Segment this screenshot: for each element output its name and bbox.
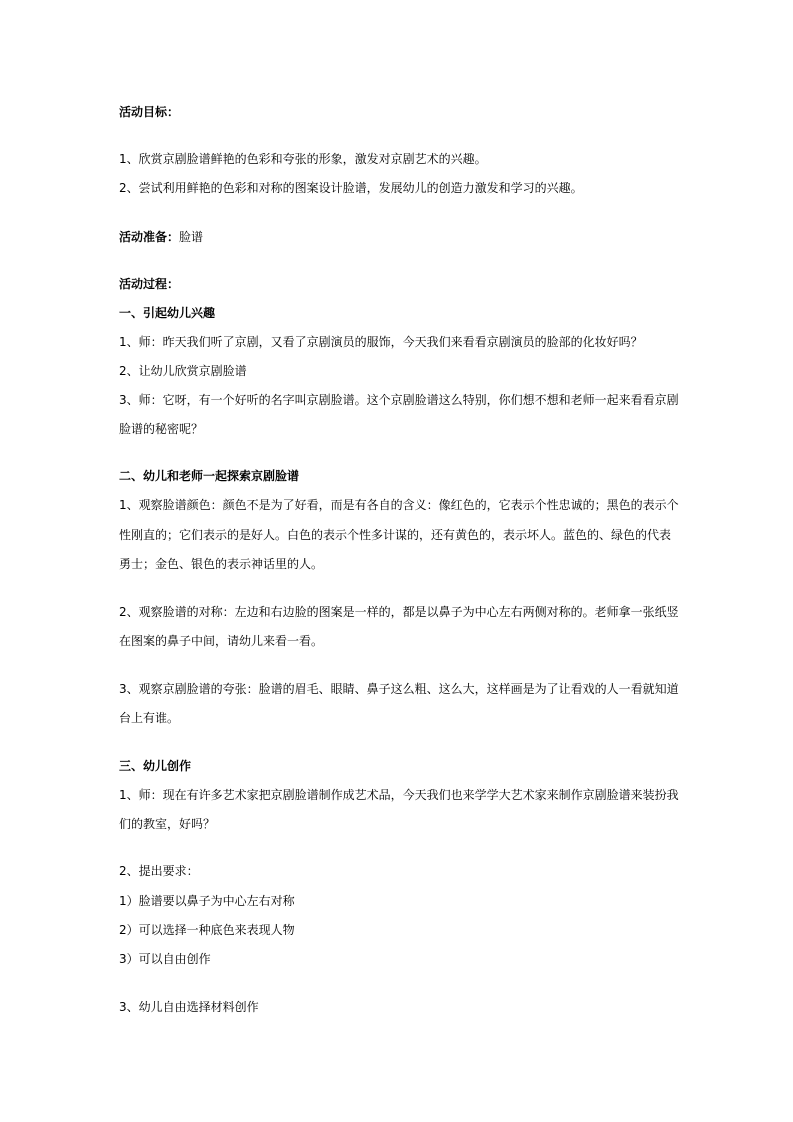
prep-line xyxy=(119,230,203,244)
section-2-para-3-line-1: 3、观察京剧脸谱的夸张：脸谱的眉毛、眼睛、鼻子这么粗、这么大，这样画是为了让看戏的人一看就知道 xyxy=(119,682,679,696)
section-1-para-3-line-1: 3、师：它呀，有一个好听的名字叫京剧脸谱。这个京剧脸谱这么特别，你们想不想和老师一起来看看京剧 xyxy=(119,393,679,407)
section-2-para-2-line-2: 在图案的鼻子中间，请幼儿来看一看。 xyxy=(119,634,324,648)
requirement-1: 1）脸谱要以鼻子为中心左右对称 xyxy=(119,894,295,908)
section-1-para-3-line-2: 脸谱的秘密呢？ xyxy=(119,422,204,436)
section-2-para-1-line-1: 1、观察脸谱颜色：颜色不是为了好看，而是有各自的含义：像红色的，它表示个性忠诚的；黑色的表示个 xyxy=(119,498,679,512)
section-2-para-2-line-1: 2、观察脸谱的对称：左边和右边脸的图案是一样的，都是以鼻子为中心左右两侧对称的。老师拿一张纸竖 xyxy=(119,605,679,619)
section-2-para-3-line-2: 台上有谁。 xyxy=(119,711,180,725)
section-2-para-1-line-3: 勇士；金色、银色的表示神话里的人。 xyxy=(119,557,324,571)
section-2-para-1-line-2: 性刚直的；它们表示的是好人。白色的表示个性多计谋的，还有黄色的，表示坏人。蓝色的、绿色的代表 xyxy=(119,528,672,542)
section-3-para-1-line-2: 们的教室，好吗？ xyxy=(119,817,216,831)
section-3-title: 三、幼儿创作 xyxy=(119,759,192,773)
requirement-3: 3）可以自由创作 xyxy=(119,952,211,966)
section-1-title: 一、引起幼儿兴趣 xyxy=(119,306,216,320)
prep-label: 活动准备： xyxy=(119,230,180,244)
prep-value: 脸谱 xyxy=(179,230,204,244)
goal-item-1: 1、欣赏京剧脸谱鲜艳的色彩和夸张的形象，激发对京剧艺术的兴趣。 xyxy=(119,152,487,166)
section-3-para-1-line-1: 1、师：现在有许多艺术家把京剧脸谱制作成艺术品，今天我们也来学学大艺术家来制作京剧脸谱来装扮我 xyxy=(119,788,679,802)
goals-heading: 活动目标： xyxy=(119,105,180,119)
section-3-para-3: 3、幼儿自由选择材料创作 xyxy=(119,1000,259,1014)
section-3-para-2: 2、提出要求： xyxy=(119,864,199,878)
section-1-para-1: 1、师：昨天我们听了京剧，又看了京剧演员的服饰，今天我们来看看京剧演员的脸部的化妆好吗？ xyxy=(119,335,643,349)
process-heading: 活动过程： xyxy=(119,277,180,291)
requirement-2: 2）可以选择一种底色来表现人物 xyxy=(119,923,295,937)
goal-item-2: 2、尝试利用鲜艳的色彩和对称的图案设计脸谱，发展幼儿的创造力激发和学习的兴趣。 xyxy=(119,181,583,195)
section-1-para-2: 2、让幼儿欣赏京剧脸谱 xyxy=(119,364,247,378)
section-2-title: 二、幼儿和老师一起探索京剧脸谱 xyxy=(119,469,300,483)
